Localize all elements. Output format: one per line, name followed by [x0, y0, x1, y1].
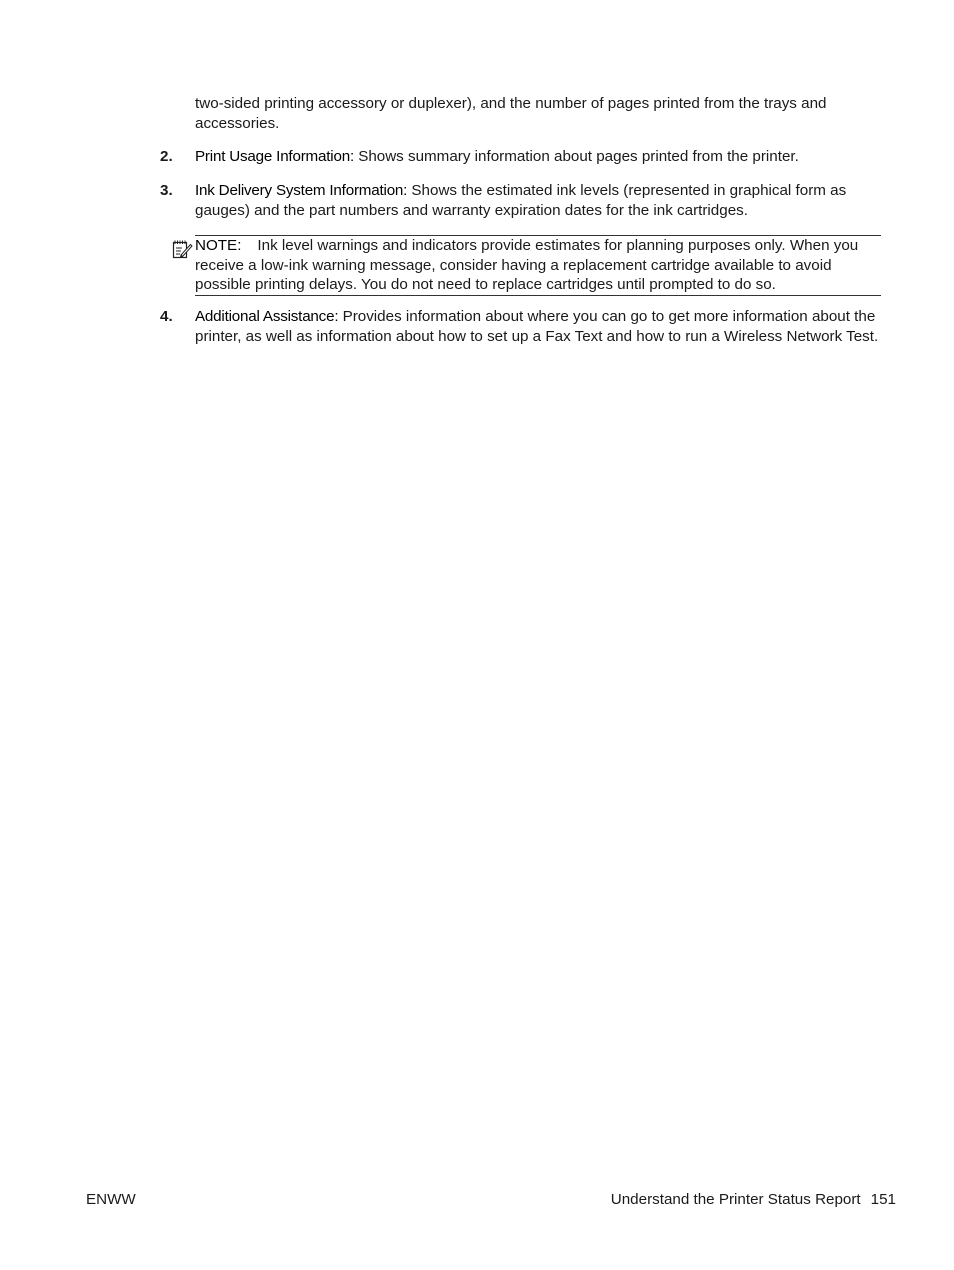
list-item-number: 2. [160, 148, 173, 165]
footer-locale-code: ENWW [86, 1191, 136, 1208]
page-number: 151 [870, 1191, 896, 1208]
list-item-term: Additional Assistance: [195, 308, 339, 325]
footer-section-title: Understand the Printer Status Report [610, 1191, 861, 1208]
footer-section [611, 1190, 896, 1210]
list-item-number: 4. [160, 308, 173, 325]
continuation-paragraph: two-sided printing accessory or duplexer), and the number of pages printed from the trays and accessories. [195, 95, 827, 132]
note-text [195, 236, 881, 295]
list-item-body [195, 147, 885, 167]
list-item-body [195, 307, 885, 346]
list-item-body [195, 181, 885, 220]
list-item-text: Provides information about where you can go to get more information about the printer, as well as information about how to set up a Fax Text and how to run a Wireless Network Test. [195, 308, 879, 345]
note-pencil-icon [171, 238, 193, 260]
list-item-number: 3. [160, 182, 173, 199]
note-label: NOTE: [195, 237, 242, 254]
note-body: Ink level warnings and indicators provide estimates for planning purposes only. When you receive a low-ink warning message, consider having a replacement cartridge available to avoid possible printing delays. You do not need to replace cartridges until prompted to do so. [195, 237, 859, 293]
list-item-text: Shows summary information about pages printed from the printer. [353, 148, 799, 165]
note-box [195, 235, 881, 296]
list-item-term: Print Usage Information: [195, 148, 354, 165]
list-item-text: Shows the estimated ink levels (represented in graphical form as gauges) and the part numbers and warranty expiration dates for the ink cartridges. [195, 182, 847, 219]
list-item-term: Ink Delivery System Information: [195, 182, 408, 199]
